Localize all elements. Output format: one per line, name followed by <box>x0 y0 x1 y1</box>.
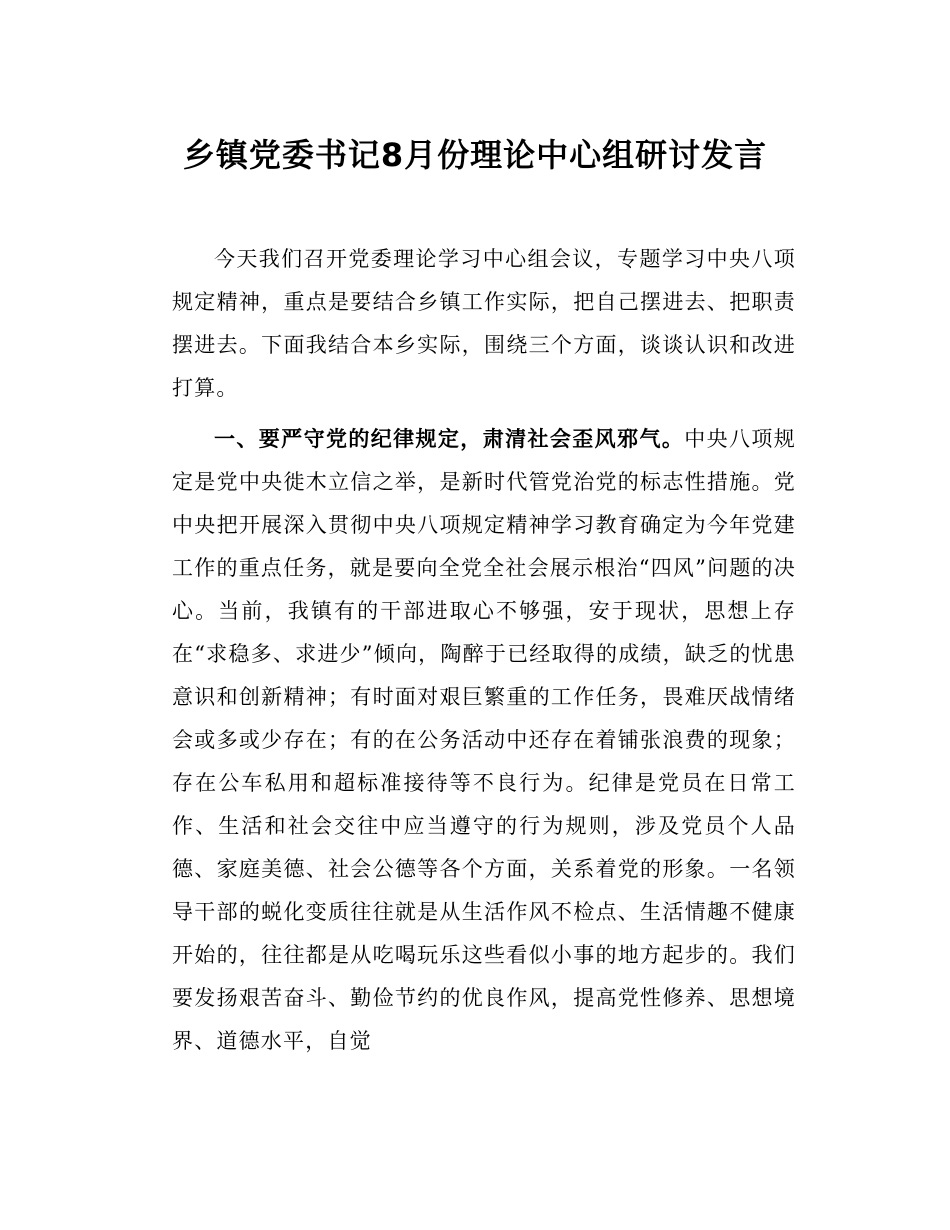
section-one-paragraph <box>172 418 796 1063</box>
document-body <box>172 238 796 1063</box>
section-one-text: 中央八项规定是党中央徙木立信之举，是新时代管党治党的标志性措施。党中央把开展深入贯彻中央八项规定精神学习教育确定为今年党建工作的重点任务，就是要向全党全社会展示根治“四风”问题的决心。当前，我镇有的干部进取心不够强，安于现状，思想上存在“求稳多、求进少”倾向，陶醉于已经取得的成绩，缺乏的忧患意识和创新精神；有时面对艰巨繁重的工作任务，畏难厌战情绪会或多或少存在；有的在公务活动中还存在着铺张浪费的现象；存在公车私用和超标准接待等不良行为。纪律是党员在日常工作、生活和社会交往中应当遵守的行为规则，涉及党员个人品德、家庭美德、社会公德等各个方面，关系着党的形象。一名领导干部的蜕化变质往往就是从生活作风不检点、生活情趣不健康开始的，往往都是从吃喝玩乐这些看似小事的地方起步的。我们要发扬艰苦奋斗、勤俭节约的优良作风，提高党性修养、思想境界、道德水平，自觉 <box>172 427 797 1053</box>
intro-paragraph <box>172 238 796 410</box>
intro-paragraph-text: 今天我们召开党委理论学习中心组会议，专题学习中央八项规定精神，重点是要结合乡镇工作实际，把自己摆进去、把职责摆进去。下面我结合本乡实际，围绕三个方面，谈谈认识和改进打算。 <box>172 247 796 400</box>
document-title: 乡镇党委书记8月份理论中心组研讨发言 <box>182 136 768 175</box>
section-one-heading: 一、要严守党的纪律规定，肃清社会歪风邪气。 <box>214 427 685 451</box>
